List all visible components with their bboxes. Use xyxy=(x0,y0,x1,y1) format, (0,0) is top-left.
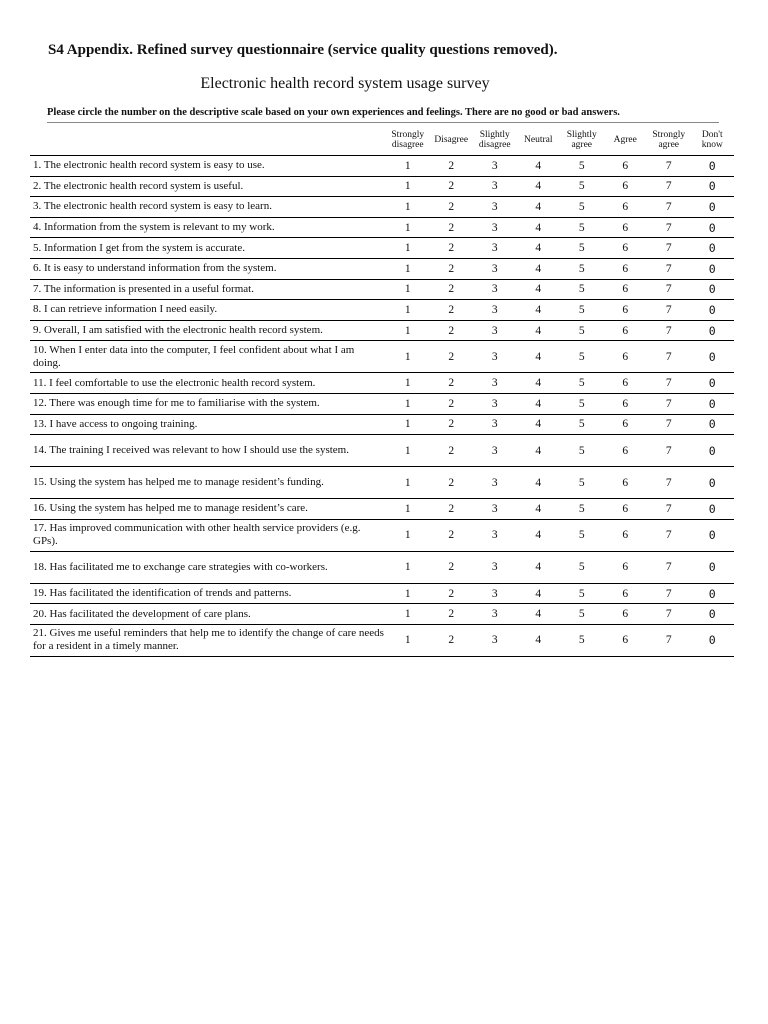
scale-option[interactable]: 1 xyxy=(386,258,430,279)
scale-header: Slightly agree xyxy=(560,125,604,156)
question-row xyxy=(30,279,734,300)
scale-option[interactable]: 5 xyxy=(560,435,604,467)
scale-option[interactable]: 1 xyxy=(386,156,430,177)
question-row xyxy=(30,300,734,321)
scale-option[interactable]: 7 xyxy=(647,583,691,604)
scale-option[interactable]: 4 xyxy=(517,435,561,467)
question-row xyxy=(30,156,734,177)
scale-option[interactable]: 6 xyxy=(604,238,648,259)
scale-option[interactable]: 5 xyxy=(560,373,604,394)
scale-option[interactable]: 3 xyxy=(473,499,517,520)
question-row xyxy=(30,499,734,520)
scale-option[interactable]: 5 xyxy=(560,624,604,656)
scale-option[interactable]: 2 xyxy=(430,197,474,218)
scale-option[interactable]: 7 xyxy=(647,279,691,300)
scale-option[interactable]: 4 xyxy=(517,279,561,300)
scale-option[interactable]: 6 xyxy=(604,197,648,218)
scale-option[interactable]: 7 xyxy=(647,624,691,656)
scale-option[interactable]: 3 xyxy=(473,467,517,499)
scale-option[interactable]: 5 xyxy=(560,156,604,177)
scale-option[interactable]: 7 xyxy=(647,551,691,583)
scale-header: Agree xyxy=(604,125,648,156)
scale-header: Strongly disagree xyxy=(386,125,430,156)
question-row xyxy=(30,238,734,259)
scale-option[interactable]: 7 xyxy=(647,604,691,625)
scale-option[interactable]: 2 xyxy=(430,176,474,197)
scale-option[interactable]: 5 xyxy=(560,583,604,604)
scale-option[interactable]: 0 xyxy=(691,393,735,414)
scale-option[interactable]: 7 xyxy=(647,373,691,394)
scale-option[interactable]: 3 xyxy=(473,519,517,551)
scale-option[interactable]: 1 xyxy=(386,604,430,625)
question-text: 17. Has improved communication with other health service providers (e.g. GPs). xyxy=(30,519,386,551)
scale-option[interactable]: 1 xyxy=(386,373,430,394)
scale-option[interactable]: 0 xyxy=(691,156,735,177)
scale-option[interactable]: 2 xyxy=(430,258,474,279)
question-text: 10. When I enter data into the computer, I feel confident about what I am doing. xyxy=(30,341,386,373)
scale-option[interactable]: 2 xyxy=(430,551,474,583)
scale-option[interactable]: 0 xyxy=(691,519,735,551)
question-text: 11. I feel comfortable to use the electronic health record system. xyxy=(30,373,386,394)
question-row xyxy=(30,414,734,435)
scale-option[interactable]: 0 xyxy=(691,373,735,394)
scale-option[interactable]: 6 xyxy=(604,341,648,373)
scale-header: Strongly agree xyxy=(647,125,691,156)
scale-option[interactable]: 4 xyxy=(517,217,561,238)
scale-option[interactable]: 3 xyxy=(473,551,517,583)
question-row xyxy=(30,604,734,625)
question-text: 21. Gives me useful reminders that help me to identify the change of care needs for a resident in a timely manner. xyxy=(30,624,386,656)
scale-option[interactable]: 5 xyxy=(560,279,604,300)
scale-option[interactable]: 3 xyxy=(473,197,517,218)
scale-header: Slightly disagree xyxy=(473,125,517,156)
question-text: 15. Using the system has helped me to manage resident’s funding. xyxy=(30,467,386,499)
scale-option[interactable]: 0 xyxy=(691,414,735,435)
scale-option[interactable]: 7 xyxy=(647,467,691,499)
scale-option[interactable]: 4 xyxy=(517,604,561,625)
scale-option[interactable]: 1 xyxy=(386,624,430,656)
scale-option[interactable]: 4 xyxy=(517,258,561,279)
question-row xyxy=(30,176,734,197)
question-row xyxy=(30,435,734,467)
scale-option[interactable]: 1 xyxy=(386,551,430,583)
question-row xyxy=(30,551,734,583)
question-text: 2. The electronic health record system is useful. xyxy=(30,176,386,197)
question-row xyxy=(30,373,734,394)
scale-option[interactable]: 2 xyxy=(430,279,474,300)
scale-option[interactable]: 7 xyxy=(647,300,691,321)
scale-option[interactable]: 4 xyxy=(517,320,561,341)
scale-option[interactable]: 0 xyxy=(691,624,735,656)
scale-option[interactable]: 4 xyxy=(517,551,561,583)
scale-option[interactable]: 3 xyxy=(473,624,517,656)
scale-option[interactable]: 5 xyxy=(560,176,604,197)
scale-option[interactable]: 6 xyxy=(604,258,648,279)
scale-option[interactable]: 6 xyxy=(604,176,648,197)
scale-option[interactable]: 2 xyxy=(430,341,474,373)
scale-option[interactable]: 5 xyxy=(560,258,604,279)
scale-option[interactable]: 7 xyxy=(647,435,691,467)
scale-option[interactable]: 5 xyxy=(560,393,604,414)
scale-option[interactable]: 3 xyxy=(473,258,517,279)
scale-option[interactable]: 2 xyxy=(430,435,474,467)
scale-option[interactable]: 1 xyxy=(386,176,430,197)
scale-option[interactable]: 5 xyxy=(560,320,604,341)
scale-option[interactable]: 6 xyxy=(604,320,648,341)
scale-option[interactable]: 5 xyxy=(560,238,604,259)
scale-option[interactable]: 3 xyxy=(473,393,517,414)
scale-option[interactable]: 2 xyxy=(430,583,474,604)
question-text: 6. It is easy to understand information from the system. xyxy=(30,258,386,279)
scale-option[interactable]: 6 xyxy=(604,414,648,435)
scale-option[interactable]: 6 xyxy=(604,624,648,656)
scale-option[interactable]: 4 xyxy=(517,156,561,177)
scale-option[interactable]: 7 xyxy=(647,217,691,238)
instructions-divider xyxy=(47,122,719,123)
scale-option[interactable]: 7 xyxy=(647,258,691,279)
scale-option[interactable]: 5 xyxy=(560,519,604,551)
scale-option[interactable]: 2 xyxy=(430,156,474,177)
scale-option[interactable]: 1 xyxy=(386,414,430,435)
scale-option[interactable]: 4 xyxy=(517,624,561,656)
question-row xyxy=(30,341,734,373)
scale-option[interactable]: 0 xyxy=(691,300,735,321)
question-row xyxy=(30,519,734,551)
appendix-heading: S4 Appendix. Refined survey questionnaire (service quality questions removed). xyxy=(48,42,558,58)
scale-option[interactable]: 6 xyxy=(604,604,648,625)
question-row xyxy=(30,320,734,341)
question-row xyxy=(30,624,734,656)
scale-option[interactable]: 1 xyxy=(386,279,430,300)
scale-option[interactable]: 7 xyxy=(647,414,691,435)
scale-option[interactable]: 7 xyxy=(647,238,691,259)
scale-option[interactable]: 0 xyxy=(691,197,735,218)
question-text: 16. Using the system has helped me to manage resident’s care. xyxy=(30,499,386,520)
question-text: 7. The information is presented in a useful format. xyxy=(30,279,386,300)
question-row xyxy=(30,258,734,279)
scale-option[interactable]: 1 xyxy=(386,393,430,414)
scale-option[interactable]: 2 xyxy=(430,519,474,551)
scale-option[interactable]: 6 xyxy=(604,551,648,583)
scale-option[interactable]: 6 xyxy=(604,156,648,177)
scale-option[interactable]: 0 xyxy=(691,320,735,341)
scale-option[interactable]: 0 xyxy=(691,238,735,259)
scale-option[interactable]: 7 xyxy=(647,176,691,197)
scale-option[interactable]: 4 xyxy=(517,300,561,321)
scale-option[interactable]: 4 xyxy=(517,519,561,551)
scale-option[interactable]: 5 xyxy=(560,341,604,373)
question-row xyxy=(30,217,734,238)
scale-option[interactable]: 3 xyxy=(473,341,517,373)
scale-option[interactable]: 4 xyxy=(517,373,561,394)
scale-option[interactable]: 2 xyxy=(430,414,474,435)
scale-option[interactable]: 5 xyxy=(560,499,604,520)
scale-option[interactable]: 1 xyxy=(386,197,430,218)
scale-option[interactable]: 2 xyxy=(430,604,474,625)
scale-option[interactable]: 4 xyxy=(517,393,561,414)
scale-option[interactable]: 4 xyxy=(517,197,561,218)
scale-option[interactable]: 1 xyxy=(386,217,430,238)
scale-option[interactable]: 1 xyxy=(386,300,430,321)
question-text: 8. I can retrieve information I need easily. xyxy=(30,300,386,321)
survey-title: Electronic health record system usage survey xyxy=(200,75,490,92)
survey-table xyxy=(30,125,734,657)
scale-option[interactable]: 0 xyxy=(691,258,735,279)
scale-option[interactable]: 0 xyxy=(691,551,735,583)
scale-option[interactable]: 3 xyxy=(473,156,517,177)
scale-option[interactable]: 6 xyxy=(604,393,648,414)
scale-option[interactable]: 0 xyxy=(691,341,735,373)
scale-option[interactable]: 6 xyxy=(604,300,648,321)
scale-option[interactable]: 3 xyxy=(473,604,517,625)
scale-option[interactable]: 4 xyxy=(517,467,561,499)
scale-option[interactable]: 2 xyxy=(430,300,474,321)
question-list xyxy=(30,156,734,657)
scale-option[interactable]: 3 xyxy=(473,300,517,321)
scale-option[interactable]: 2 xyxy=(430,467,474,499)
scale-option[interactable]: 0 xyxy=(691,176,735,197)
survey-instructions: Please circle the number on the descriptive scale based on your own experiences and feelings. There are no good or bad answers. xyxy=(47,107,620,118)
scale-option[interactable]: 1 xyxy=(386,499,430,520)
scale-option[interactable]: 6 xyxy=(604,373,648,394)
question-text: 9. Overall, I am satisfied with the electronic health record system. xyxy=(30,320,386,341)
scale-option[interactable]: 6 xyxy=(604,467,648,499)
scale-option[interactable]: 3 xyxy=(473,435,517,467)
scale-header: Disagree xyxy=(430,125,474,156)
question-text: 13. I have access to ongoing training. xyxy=(30,414,386,435)
question-column-header xyxy=(30,125,386,156)
scale-option[interactable]: 4 xyxy=(517,238,561,259)
scale-option[interactable]: 4 xyxy=(517,414,561,435)
scale-option[interactable]: 4 xyxy=(517,499,561,520)
question-text: 20. Has facilitated the development of care plans. xyxy=(30,604,386,625)
scale-option[interactable]: 7 xyxy=(647,320,691,341)
scale-option[interactable]: 5 xyxy=(560,217,604,238)
scale-option[interactable]: 2 xyxy=(430,499,474,520)
scale-option[interactable]: 5 xyxy=(560,414,604,435)
scale-option[interactable]: 3 xyxy=(473,320,517,341)
scale-option[interactable]: 3 xyxy=(473,414,517,435)
scale-option[interactable]: 3 xyxy=(473,217,517,238)
scale-option[interactable]: 0 xyxy=(691,435,735,467)
question-text: 3. The electronic health record system is easy to learn. xyxy=(30,197,386,218)
scale-option[interactable]: 0 xyxy=(691,217,735,238)
scale-option[interactable]: 3 xyxy=(473,176,517,197)
scale-option[interactable]: 7 xyxy=(647,499,691,520)
scale-option[interactable]: 5 xyxy=(560,197,604,218)
scale-option[interactable]: 7 xyxy=(647,393,691,414)
scale-header: Don't know xyxy=(691,125,735,156)
scale-option[interactable]: 2 xyxy=(430,393,474,414)
scale-option[interactable]: 6 xyxy=(604,499,648,520)
scale-option[interactable]: 1 xyxy=(386,320,430,341)
scale-option[interactable]: 7 xyxy=(647,156,691,177)
question-text: 4. Information from the system is relevant to my work. xyxy=(30,217,386,238)
scale-option[interactable]: 6 xyxy=(604,435,648,467)
scale-option[interactable]: 1 xyxy=(386,583,430,604)
scale-option[interactable]: 1 xyxy=(386,467,430,499)
scale-option[interactable]: 6 xyxy=(604,519,648,551)
scale-option[interactable]: 5 xyxy=(560,300,604,321)
scale-option[interactable]: 5 xyxy=(560,551,604,583)
scale-option[interactable]: 6 xyxy=(604,583,648,604)
scale-option[interactable]: 2 xyxy=(430,320,474,341)
question-row xyxy=(30,393,734,414)
scale-header-row xyxy=(30,125,734,156)
scale-option[interactable]: 7 xyxy=(647,197,691,218)
scale-option[interactable]: 1 xyxy=(386,435,430,467)
question-text: 12. There was enough time for me to familiarise with the system. xyxy=(30,393,386,414)
scale-option[interactable]: 0 xyxy=(691,583,735,604)
scale-option[interactable]: 3 xyxy=(473,279,517,300)
scale-option[interactable]: 1 xyxy=(386,341,430,373)
scale-option[interactable]: 2 xyxy=(430,373,474,394)
scale-option[interactable]: 4 xyxy=(517,583,561,604)
question-text: 1. The electronic health record system is easy to use. xyxy=(30,156,386,177)
scale-option[interactable]: 2 xyxy=(430,217,474,238)
scale-option[interactable]: 4 xyxy=(517,176,561,197)
scale-option[interactable]: 1 xyxy=(386,519,430,551)
scale-option[interactable]: 2 xyxy=(430,624,474,656)
scale-option[interactable]: 3 xyxy=(473,373,517,394)
scale-option[interactable]: 7 xyxy=(647,519,691,551)
question-row xyxy=(30,583,734,604)
question-text: 14. The training I received was relevant to how I should use the system. xyxy=(30,435,386,467)
scale-option[interactable]: 0 xyxy=(691,279,735,300)
scale-option[interactable]: 0 xyxy=(691,604,735,625)
question-row xyxy=(30,197,734,218)
scale-option[interactable]: 0 xyxy=(691,499,735,520)
question-text: 18. Has facilitated me to exchange care strategies with co-workers. xyxy=(30,551,386,583)
scale-option[interactable]: 5 xyxy=(560,604,604,625)
scale-option[interactable]: 5 xyxy=(560,467,604,499)
scale-header: Neutral xyxy=(517,125,561,156)
question-text: 5. Information I get from the system is accurate. xyxy=(30,238,386,259)
scale-option[interactable]: 1 xyxy=(386,238,430,259)
scale-option[interactable]: 3 xyxy=(473,583,517,604)
scale-option[interactable]: 0 xyxy=(691,467,735,499)
scale-option[interactable]: 7 xyxy=(647,341,691,373)
scale-option[interactable]: 6 xyxy=(604,217,648,238)
scale-option[interactable]: 2 xyxy=(430,238,474,259)
question-text: 19. Has facilitated the identification of trends and patterns. xyxy=(30,583,386,604)
scale-option[interactable]: 6 xyxy=(604,279,648,300)
question-row xyxy=(30,467,734,499)
scale-option[interactable]: 3 xyxy=(473,238,517,259)
scale-option[interactable]: 4 xyxy=(517,341,561,373)
